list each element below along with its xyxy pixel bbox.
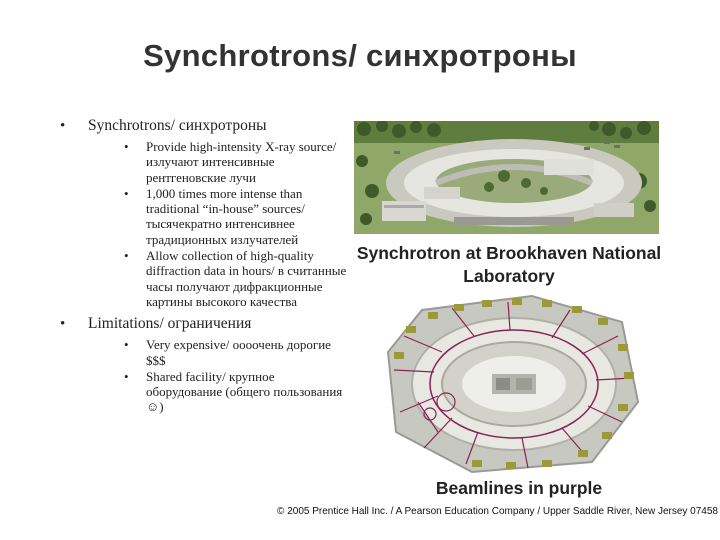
bullet-dot-icon: • bbox=[124, 337, 129, 353]
bullet-dot-icon: • bbox=[60, 316, 66, 333]
bullet-dot-icon: • bbox=[124, 248, 129, 264]
sub-bullet-item bbox=[116, 369, 350, 415]
sub-bullet-text: 1,000 times more intense than traditional “in-house” sources/ тысячекратно интенсивнее традиционных излучателей bbox=[146, 185, 305, 247]
beamline-diagram bbox=[382, 292, 640, 475]
bullet-dot-icon: • bbox=[124, 185, 129, 201]
bullet-dot-icon: • bbox=[124, 368, 129, 384]
sub-bullet-item bbox=[116, 186, 350, 247]
copyright-footer: © 2005 Prentice Hall Inc. / A Pearson Education Company / Upper Saddle River, New Jersey 07458 bbox=[277, 506, 718, 517]
sub-bullet-text: Shared facility/ крупное оборудование (общего пользования ☺) bbox=[146, 368, 343, 415]
diagram-caption: Beamlines in purple bbox=[435, 478, 603, 498]
slide-title: Synchrotrons/ синхротроны bbox=[143, 38, 577, 73]
bullet-text: Limitations/ ограничения bbox=[88, 315, 252, 333]
sub-bullet-text: Very expensive/ оооочень дорогие $$$ bbox=[146, 337, 331, 368]
bullet-synchrotrons bbox=[60, 117, 350, 309]
photo-caption: Synchrotron at Brookhaven National Laboratory bbox=[356, 243, 662, 286]
sub-bullet-text: Allow collection of high-quality diffraction data in hours/ в считанные часы получают дифракционные картины высокого качества bbox=[146, 248, 347, 309]
synchrotron-aerial-photo bbox=[354, 121, 659, 234]
bullet-limitations bbox=[60, 315, 350, 414]
bullet-dot-icon: • bbox=[124, 139, 129, 154]
sub-bullet-text: Provide high-intensity X-ray source/ излучают интенсивные рентгеновские лучи bbox=[146, 139, 337, 185]
sub-bullet-item bbox=[116, 139, 350, 185]
bullet-list bbox=[60, 117, 350, 421]
bullet-text: Synchrotrons/ синхротроны bbox=[88, 117, 267, 134]
sub-bullet-item bbox=[116, 248, 350, 309]
sub-bullet-item bbox=[116, 337, 350, 368]
sub-bullet-list bbox=[88, 337, 350, 414]
sub-bullet-list bbox=[88, 139, 350, 309]
bullet-dot-icon: • bbox=[60, 118, 66, 134]
